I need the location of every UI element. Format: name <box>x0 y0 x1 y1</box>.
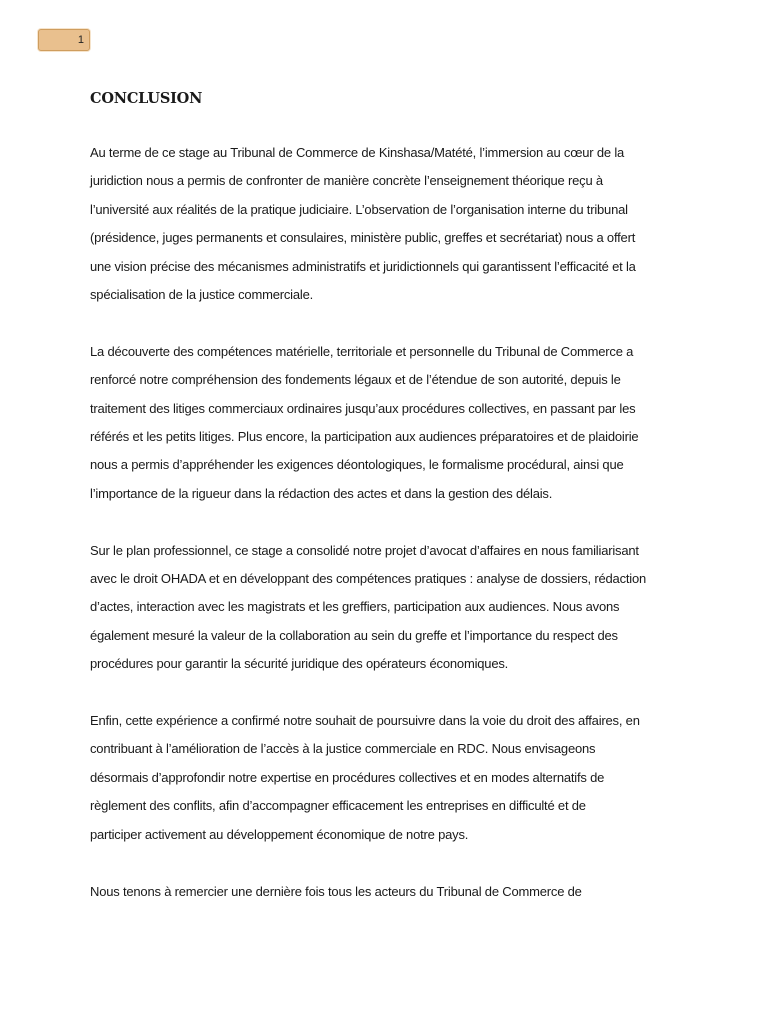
text-line: nous a permis d’appréhender les exigences déontologiques, le formalisme procédural, ainsi que <box>90 457 624 473</box>
text-line: Enfin, cette expérience a confirmé notre souhait de poursuivre dans la voie du droit des affaires, en <box>90 713 640 729</box>
text-line: l’université aux réalités de la pratique judiciaire. L’observation de l’organisation interne du tribunal <box>90 201 628 217</box>
text-line: La découverte des compétences matérielle, territoriale et personnelle du Tribunal de Commerce a <box>90 343 634 359</box>
text-line: spécialisation de la justice commerciale. <box>90 287 314 303</box>
text-line: Nous tenons à remercier une dernière fois tous les acteurs du Tribunal de Commerce de <box>90 883 582 899</box>
text-line: une vision précise des mécanismes administratifs et juridictionnels qui garantissent l’efficacité et la <box>90 258 636 274</box>
paragraph-4 <box>90 707 700 849</box>
text-line: référés et les petits litiges. Plus encore, la participation aux audiences préparatoires et de plaidoirie <box>90 429 639 445</box>
text-line: (présidence, juges permanents et consulaires, ministère public, greffes et secrétariat) nous a offert <box>90 230 636 246</box>
paragraph-5 <box>90 878 700 906</box>
text-line: contribuant à l’amélioration de l’accès à la justice commerciale en RDC. Nous envisageons <box>90 741 596 757</box>
text-line: d’actes, interaction avec les magistrats et les greffiers, participation aux audiences. Nous avons <box>90 599 620 615</box>
paragraph-3 <box>90 537 700 679</box>
text-line: règlement des conflits, afin d’accompagner efficacement les entreprises en difficulté et de <box>90 798 586 814</box>
text-line: Sur le plan professionnel, ce stage a consolidé notre projet d’avocat d’affaires en nous familiarisant <box>90 542 639 558</box>
text-line: également mesuré la valeur de la collaboration au sein du greffe et l’importance du respect des <box>90 627 618 643</box>
section-heading: CONCLUSION <box>90 90 203 107</box>
paragraph-1 <box>90 139 700 309</box>
text-line: désormais d’approfondir notre expertise en procédures collectives et en modes alternatifs de <box>90 769 605 785</box>
text-line: procédures pour garantir la sécurité juridique des opérateurs économiques. <box>90 656 509 672</box>
page-number-indicator: 1 <box>38 29 90 51</box>
text-line: traitement des litiges commerciaux ordinaires jusqu’aux procédures collectives, en passant par les <box>90 400 636 416</box>
paragraph-2 <box>90 338 700 508</box>
text-line: avec le droit OHADA et en développant des compétences pratiques : analyse de dossiers, rédaction <box>90 571 647 587</box>
text-line: l’importance de la rigueur dans la rédaction des actes et dans la gestion des délais. <box>90 485 553 501</box>
text-line: juridiction nous a permis de confronter de manière concrète l’enseignement théorique reçu à <box>90 173 603 189</box>
document-body <box>90 88 700 934</box>
text-line: renforcé notre compréhension des fondements légaux et de l’étendue de son autorité, depuis le <box>90 372 621 388</box>
text-line: Au terme de ce stage au Tribunal de Commerce de Kinshasa/Matété, l’immersion au cœur de la <box>90 145 625 160</box>
text-line: participer activement au développement économique de notre pays. <box>90 826 469 842</box>
